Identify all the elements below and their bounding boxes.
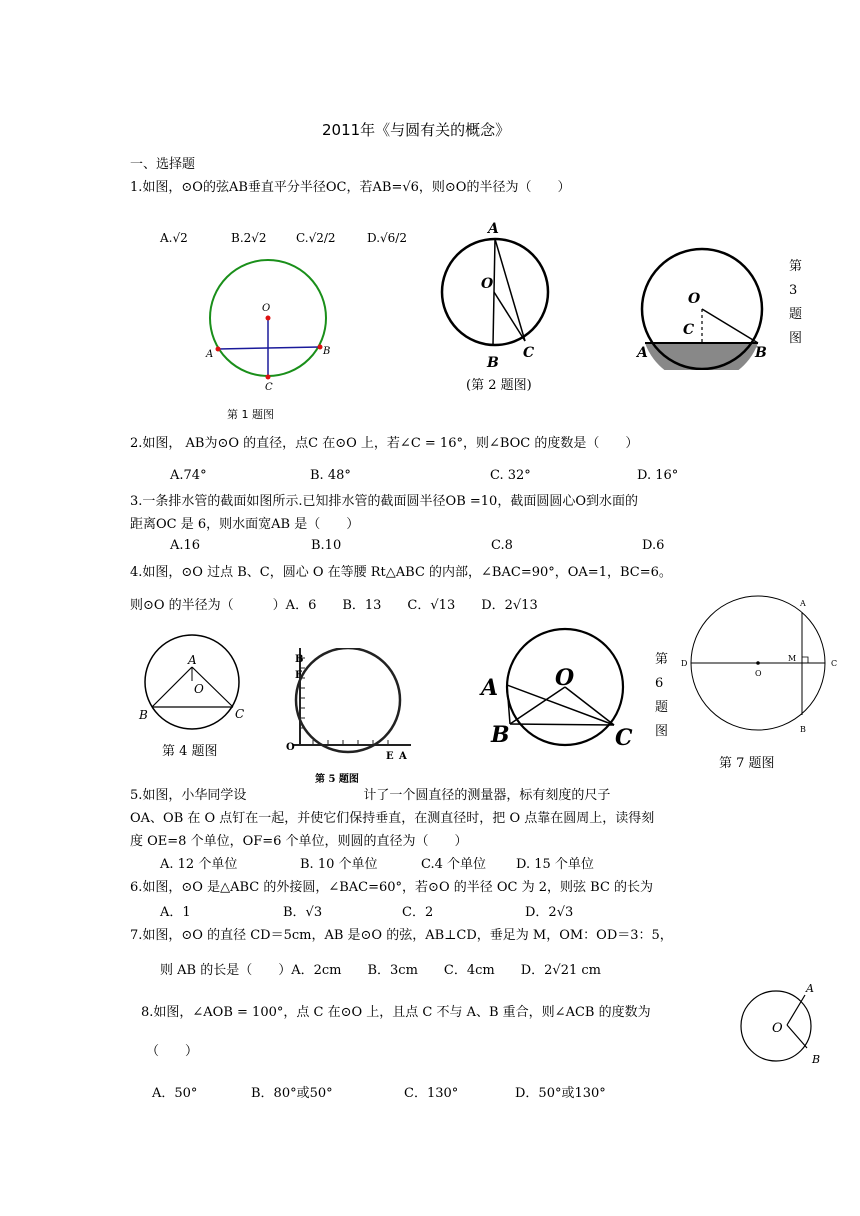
q3-option-b: B.10	[311, 538, 342, 553]
figure-4	[135, 632, 255, 737]
q8-paren: （ ）	[146, 1044, 199, 1059]
svg-text:C: C	[235, 707, 245, 721]
figure-5-caption: 第 5 题图	[315, 774, 359, 785]
q8-option-a: A．50°	[152, 1086, 198, 1101]
q3-option-c: C.8	[491, 538, 513, 553]
svg-text:B: B	[800, 725, 806, 734]
svg-text:O: O	[481, 276, 494, 292]
figure-2-caption: (第 2 题图)	[466, 378, 532, 393]
svg-text:F: F	[295, 670, 303, 681]
figure-7	[676, 595, 846, 745]
q2-option-a: A.74°	[170, 468, 207, 483]
figure-1-caption: 第 1 题图	[227, 408, 274, 421]
q1-option-c: C.√2/2	[296, 231, 336, 245]
q5-option-b: B. 10 个单位	[300, 857, 378, 872]
svg-text:B: B	[139, 708, 148, 722]
q3-line2: 距离OC 是 6，则水面宽AB 是（ ）	[130, 517, 360, 532]
q5-line2: OA、OB 在 O 点钉在一起，并使它们保持垂直，在测直径时，把 O 点靠在圆周上，读得刻	[130, 811, 655, 826]
svg-text:A: A	[206, 349, 214, 360]
svg-text:A: A	[488, 221, 499, 237]
svg-text:A: A	[806, 982, 814, 995]
svg-text:B: B	[323, 346, 331, 357]
svg-text:B: B	[491, 722, 510, 748]
svg-text:B: B	[487, 355, 499, 371]
svg-text:C: C	[523, 345, 535, 361]
q3-option-a: A.16	[170, 538, 201, 553]
q5-option-d: D. 15 个单位	[516, 857, 594, 872]
q5-line3: 度 OE=8 个单位，OF=6 个单位，则圆的直径为（ ）	[130, 834, 468, 849]
q6-option-b: B．√3	[283, 905, 323, 920]
q8-option-c: C．130°	[404, 1086, 459, 1101]
svg-text:A: A	[399, 751, 407, 762]
svg-text:O: O	[194, 682, 204, 696]
q1-option-a: A.√2	[160, 231, 188, 245]
q7-line2: 则 AB 的长是（ ）A．2cm B．3cm C．4cm D．2√21 cm	[160, 963, 601, 978]
q1-stem: 1.如图，⊙O的弦AB垂直平分半径OC，若AB=√6，则⊙O的半径为（ ）	[130, 180, 571, 195]
figure-8	[735, 970, 825, 1070]
section-heading: 一、选择题	[130, 157, 196, 172]
figure-5	[283, 648, 423, 788]
svg-text:A: A	[800, 599, 806, 608]
svg-text:A: A	[481, 675, 499, 701]
svg-text:O: O	[555, 665, 575, 691]
q2-option-b: B. 48°	[310, 468, 351, 483]
q2-option-c: C. 32°	[490, 468, 531, 483]
q8-stem: 8.如图，∠AOB = 100°，点 C 在⊙O 上，且点 C 不与 A、B 重合，则∠ACB 的度数为	[141, 1005, 651, 1020]
svg-text:B: B	[755, 345, 767, 361]
svg-text:C: C	[683, 322, 695, 338]
svg-text:O: O	[755, 669, 762, 678]
svg-text:A: A	[188, 653, 197, 667]
q3-line1: 3.一条排水管的截面如图所示.已知排水管的截面圆半径OB =10，截面圆圆心O到水面的	[130, 494, 638, 509]
q1-option-d: D.√6/2	[367, 231, 407, 245]
figure-2	[435, 215, 560, 375]
svg-text:C: C	[265, 382, 273, 393]
svg-text:E: E	[386, 751, 394, 762]
q6-option-c: C．2	[402, 905, 434, 920]
q5-option-a: A. 12 个单位	[160, 857, 238, 872]
svg-text:O: O	[772, 1021, 783, 1036]
svg-text:B: B	[295, 654, 304, 665]
page-title: 2011年《与圆有关的概念》	[322, 121, 511, 139]
svg-text:O: O	[286, 742, 295, 753]
q2-option-d: D. 16°	[637, 468, 679, 483]
q6-stem: 6.如图，⊙O 是△ABC 的外接圆，∠BAC=60°，若⊙O 的半径 OC 为 2，则弦 BC 的长为	[130, 880, 654, 895]
q8-option-b: B．80°或50°	[251, 1086, 333, 1101]
q8-option-d: D．50°或130°	[515, 1086, 606, 1101]
q6-option-d: D．2√3	[525, 905, 574, 920]
svg-text:M: M	[788, 654, 797, 663]
q1-option-b: B.2√2	[231, 231, 267, 245]
svg-text:O: O	[262, 303, 271, 314]
q3-option-d: D.6	[642, 538, 665, 553]
svg-text:O: O	[688, 291, 701, 307]
figure-6	[478, 625, 643, 755]
figure-6-caption: 第6题图	[655, 652, 669, 739]
figure-7-caption: 第 7 题图	[719, 756, 775, 771]
svg-text:D: D	[681, 659, 688, 668]
svg-text:B: B	[812, 1053, 821, 1066]
figure-1	[200, 255, 340, 395]
q2-stem: 2.如图， AB为⊙O 的直径，点C 在⊙O 上，若∠C = 16°，则∠BOC 的度数是（ ）	[130, 436, 639, 451]
q5-line1: 5.如图，小华同学设 计了一个圆直径的测量器，标有刻度的尺子	[130, 788, 611, 803]
svg-text:A: A	[637, 345, 648, 361]
svg-text:C: C	[831, 659, 838, 668]
q4-line1: 4.如图，⊙O 过点 B、C，圆心 O 在等腰 Rt△ABC 的内部，∠BAC=90°，OA=1，BC=6。	[130, 565, 672, 580]
q6-option-a: A．1	[160, 905, 191, 920]
q7-stem: 7.如图，⊙O 的直径 CD＝5cm，AB 是⊙O 的弦，AB⊥CD，垂足为 M，OM：OD＝3：5，	[130, 928, 673, 943]
figure-3-caption: 第3题图	[789, 259, 803, 346]
svg-text:C: C	[615, 725, 633, 751]
figure-4-caption: 第 4 题图	[162, 744, 218, 759]
figure-3	[635, 245, 775, 370]
q5-option-c: C.4 个单位	[421, 857, 487, 872]
q4-line2: 则⊙O 的半径为（ ）A．6 B．13 C．√13 D．2√13	[130, 598, 538, 613]
